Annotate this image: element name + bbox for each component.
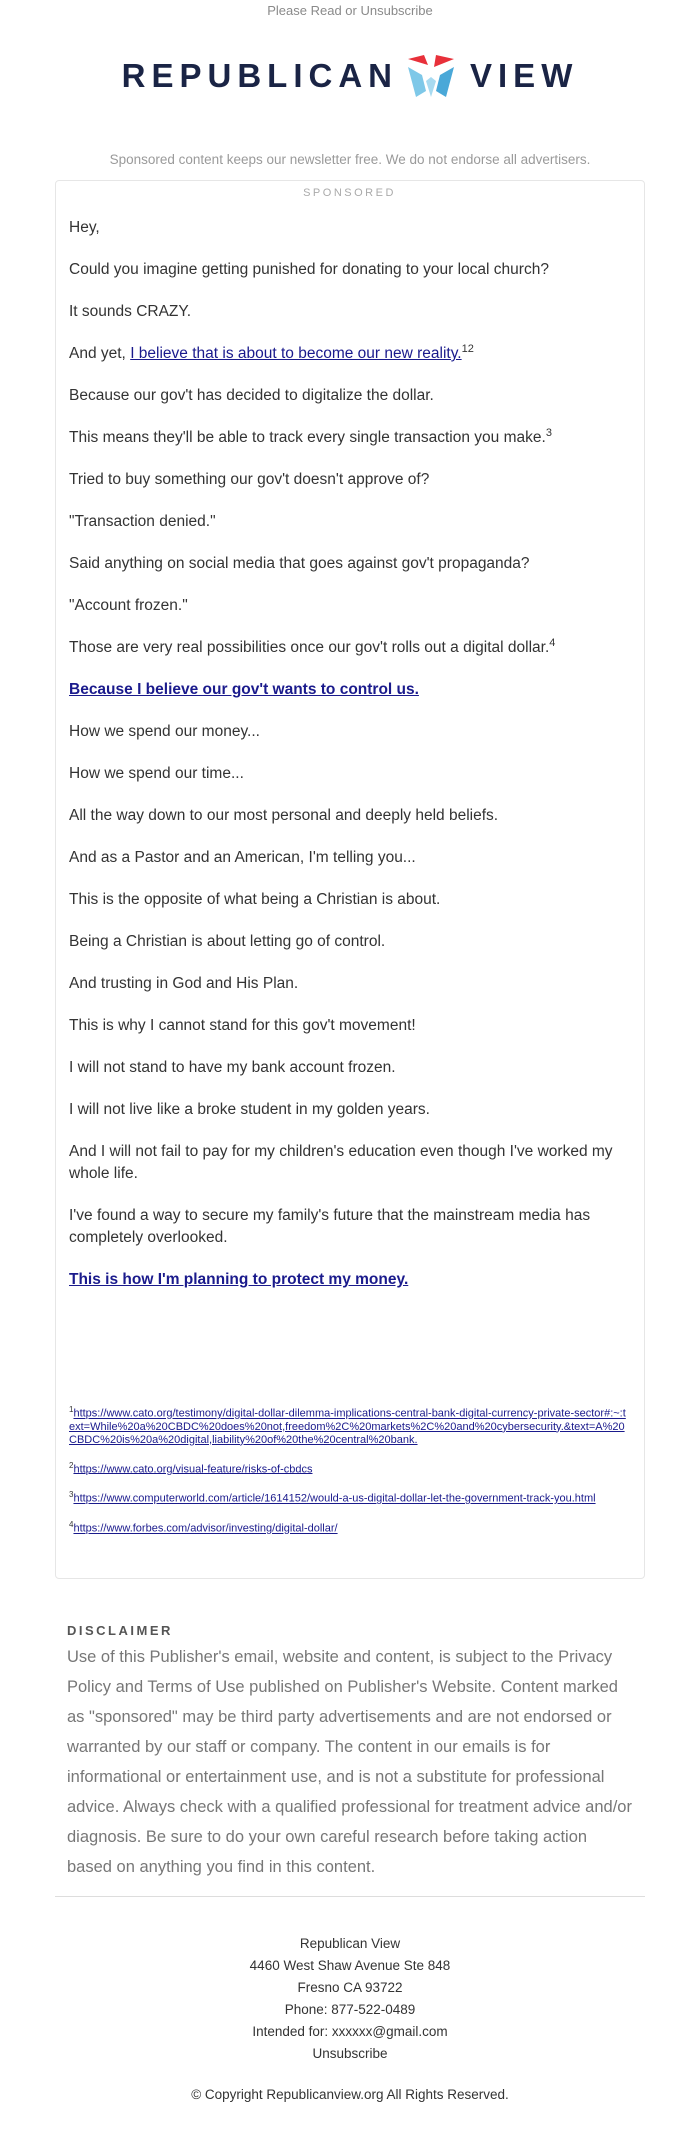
spacer [69, 1311, 630, 1403]
footnotes [69, 1403, 630, 1536]
copyright: © Copyright Republicanview.org All Rights Reserved. [191, 2086, 509, 2102]
footnote-number: 1 [69, 1405, 74, 1414]
company-name: Republican View [299, 1935, 401, 1951]
paragraph-text: And yet, [69, 345, 131, 362]
message-body [69, 217, 630, 1291]
logo-text-left: REPUBLICAN [121, 57, 398, 94]
paragraph: Because our gov't has decided to digitalize the dollar. [69, 387, 434, 404]
logo-header [0, 20, 700, 132]
footnote-ref: 4 [549, 636, 556, 649]
paragraph: Said anything on social media that goes against gov't propaganda? [69, 555, 530, 572]
star-logo-icon [406, 53, 456, 99]
paragraph-text: Those are very real possibilities once our gov't rolls out a digital dollar. [69, 639, 550, 656]
footnote-ref: 12 [461, 342, 474, 355]
paragraph: This is the opposite of what being a Christian is about. [69, 891, 441, 908]
paragraph: How we spend our money... [69, 723, 260, 740]
footnote-link[interactable]: https://www.computerworld.com/article/1614152/would-a-us-digital-dollar-let-the-government-track-you.html [73, 1492, 596, 1505]
paragraph: I've found a way to secure my family's future that the mainstream media has completely overlooked. [69, 1207, 591, 1246]
disclaimer-text: Use of this Publisher's email, website and content, is subject to the Privacy Policy and Terms of Use published on Publisher's Website. Content marked as "sponsored" may be third party advertisements and are not endorsed or warranted by our staff or company. The content in our emails is for informational or entertainment use, and is not a substitute for professional advice. Always check with a qualified professional for treatment advice and/or diagnosis. Be sure to do your own careful research before taking action based on anything you find in this content. [67, 1647, 632, 1876]
footnote-item [69, 1403, 630, 1447]
paragraph [69, 1269, 630, 1291]
city-address: Fresno CA 93722 [297, 1979, 403, 1995]
paragraph: All the way down to our most personal and deeply held beliefs. [69, 807, 499, 824]
paragraph: And I will not fail to pay for my children's education even though I've worked my whole life. [69, 1143, 613, 1182]
paragraph [69, 637, 630, 659]
paragraph: And as a Pastor and an American, I'm telling you... [69, 849, 416, 866]
footnote-number: 2 [69, 1460, 74, 1470]
paragraph: "Transaction denied." [69, 513, 216, 530]
logo-text-right: VIEW [470, 57, 579, 94]
paragraph: How we spend our time... [69, 765, 244, 782]
footnote-link[interactable]: https://www.cato.org/visual-feature/risks-of-cbdcs [73, 1463, 313, 1476]
company-address [0, 1897, 700, 2065]
paragraph: It sounds CRAZY. [69, 303, 192, 320]
paragraph: I will not live like a broke student in my golden years. [69, 1101, 430, 1118]
paragraph: Being a Christian is about letting go of control. [69, 933, 386, 950]
footnote-number: 4 [69, 1519, 74, 1529]
disclaimer-section [55, 1579, 645, 1882]
sponsored-card [55, 180, 645, 1579]
preheader-link[interactable]: Please Read or Unsubscribe [267, 3, 433, 18]
sponsored-label: SPONSORED [303, 187, 396, 199]
footnote-link[interactable]: https://www.forbes.com/advisor/investing/digital-dollar/ [73, 1522, 338, 1535]
control-link[interactable]: Because I believe our gov't wants to control us. [69, 681, 419, 698]
paragraph [69, 343, 630, 365]
paragraph: Tried to buy something our gov't doesn't approve of? [69, 471, 430, 488]
paragraph: Could you imagine getting punished for donating to your local church? [69, 261, 549, 278]
logo[interactable] [122, 53, 579, 99]
footnote-number: 3 [69, 1490, 74, 1500]
greeting: Hey, [69, 219, 100, 236]
paragraph: And trusting in God and His Plan. [69, 975, 299, 992]
footnote-item [69, 1518, 630, 1536]
footnote-ref: 3 [545, 426, 552, 439]
paragraph [69, 679, 630, 701]
paragraph [69, 427, 630, 449]
disclaimer-heading: DISCLAIMER [67, 1622, 173, 1638]
footnote-item [69, 1488, 630, 1506]
preheader [0, 0, 700, 20]
reality-link[interactable]: I believe that is about to become our new reality. [130, 345, 462, 362]
footnote-link[interactable]: https://www.cato.org/testimony/digital-dollar-dilemma-implications-central-bank-digital-currency-private-sector#:~:text=While%20a%20CBDC%20does%20not,freedom%2C%20markets%2C%20and%20cybersecurity.&text=A%20CBDC%20is%20a%20digital,liability%20of%20the%20central%20bank. [69, 1407, 626, 1446]
street-address: 4460 West Shaw Avenue Ste 848 [249, 1957, 451, 1973]
paragraph-text: This means they'll be able to track every single transaction you make. [69, 429, 546, 446]
intended-for: Intended for: xxxxxx@gmail.com [252, 2023, 448, 2039]
paragraph: I will not stand to have my bank account frozen. [69, 1059, 396, 1076]
paragraph: "Account frozen." [69, 597, 188, 614]
paragraph: This is why I cannot stand for this gov't movement! [69, 1017, 416, 1034]
unsubscribe-link[interactable]: Unsubscribe [312, 2045, 388, 2061]
phone-number: Phone: 877-522-0489 [284, 2001, 416, 2017]
sponsor-note: Sponsored content keeps our newsletter free. We do not endorse all advertisers. [109, 152, 591, 167]
protect-money-link[interactable]: This is how I'm planning to protect my money. [69, 1271, 409, 1288]
footnote-item [69, 1459, 630, 1477]
